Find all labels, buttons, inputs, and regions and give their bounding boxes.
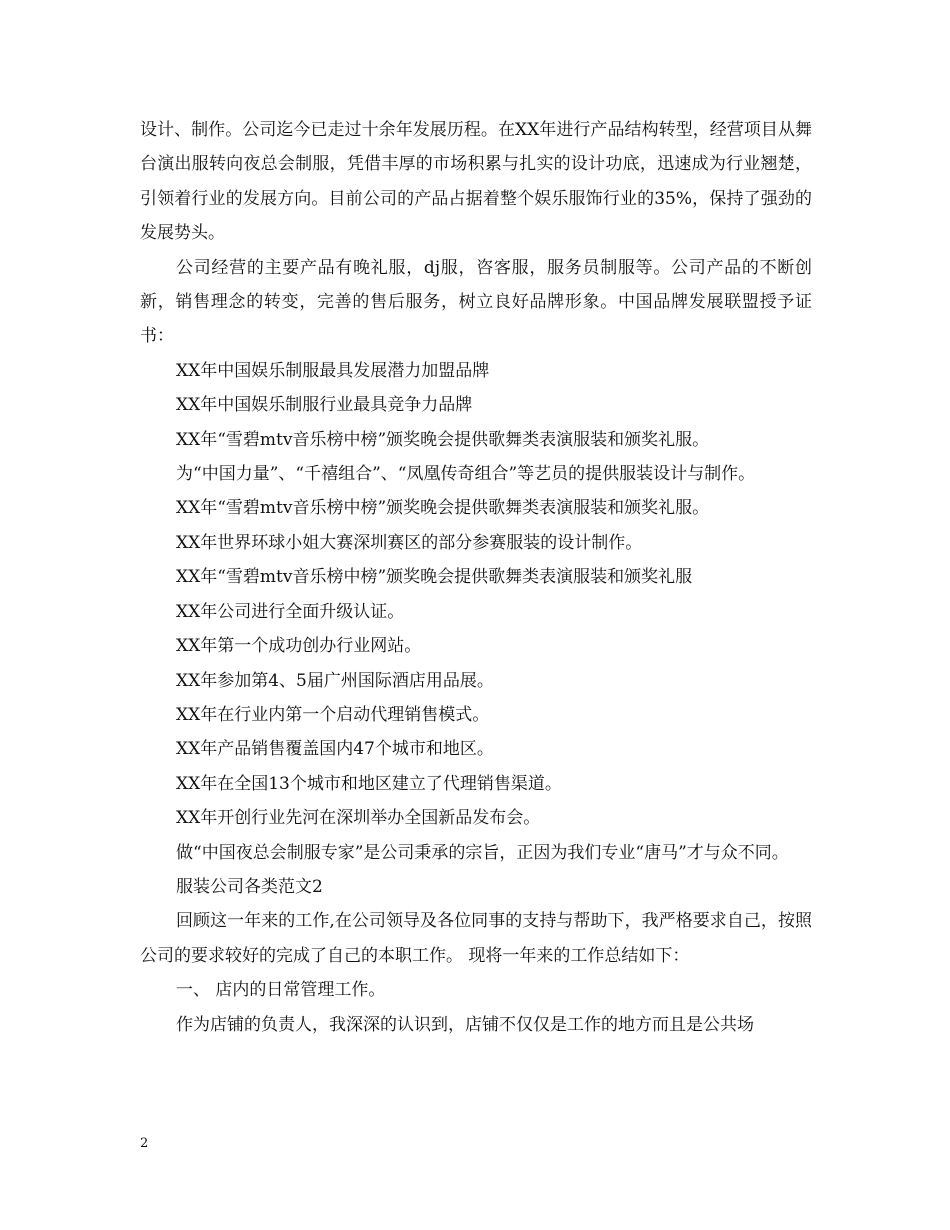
paragraph-10: XX年公司进行全面升级认证。 (176, 601, 405, 622)
paragraph-14: XX年产品销售覆盖国内47个城市和地区。 (176, 739, 494, 760)
subsection-heading: 一、 店内的日常管理工作。 (176, 980, 386, 1001)
paragraph-2: 公司经营的主要产品有晚礼服，dj服，咨客服，服务员制服等。公司产品的不断创新，销售理念的转变，完善的售后服务，树立良好品牌形象。中国品牌发展联盟授予证书： (140, 257, 812, 347)
paragraph-5: XX年“雪碧mtv音乐榜中榜”颁奖晚会提供歌舞类表演服装和颁奖礼服。 (176, 429, 710, 450)
paragraph-21: 作为店铺的负责人，我深深的认识到，店铺不仅仅是工作的地方而且是公共场 (176, 1014, 754, 1035)
paragraph-6: 为“中国力量”、“千禧组合”、“凤凰传奇组合”等艺员的提供服装设计与制作。 (176, 464, 756, 485)
paragraph-9: XX年“雪碧mtv音乐榜中榜”颁奖晚会提供歌舞类表演服装和颁奖礼服 (176, 567, 693, 588)
paragraph-15: XX年在全国13个城市和地区建立了代理销售渠道。 (176, 773, 562, 794)
paragraph-19: 回顾这一年来的工作,在公司领导及各位同事的支持与帮助下，我严格要求自己，按照公司的要求较好的完成了自己的本职工作。 现将一年来的工作总结如下： (140, 911, 812, 966)
paragraph-12: XX年参加第4、5届广州国际酒店用品展。 (176, 670, 494, 691)
paragraph-8: XX年世界环球小姐大赛深圳赛区的部分参赛服装的设计制作。 (176, 532, 643, 553)
paragraph-16: XX年开创行业先河在深圳举办全国新品发布会。 (176, 808, 541, 829)
paragraph-17: 做“中国夜总会制服专家”是公司秉承的宗旨，正因为我们专业“唐马”才与众不同。 (176, 842, 789, 863)
paragraph-4: XX年中国娱乐制服行业最具竞争力品牌 (176, 395, 473, 416)
paragraph-3: XX年中国娱乐制服最具发展潜力加盟品牌 (176, 360, 490, 381)
paragraph-7: XX年“雪碧mtv音乐榜中榜”颁奖晚会提供歌舞类表演服装和颁奖礼服。 (176, 498, 710, 519)
document-body (140, 113, 812, 1042)
paragraph-11: XX年第一个成功创办行业网站。 (176, 636, 422, 657)
page-number: 2 (140, 1136, 149, 1151)
section-heading: 服装公司各类范文2 (176, 876, 323, 897)
paragraph-1: 设计、制作。公司迄今已走过十余年发展历程。在XX年进行产品结构转型，经营项目从舞台演出服转向夜总会制服，凭借丰厚的市场积累与扎实的设计功底，迅速成为行业翘楚，引领着行业的发展方向。目前公司的产品占据着整个娱乐服饰行业的35%，保持了强劲的发展势头。 (140, 120, 812, 244)
paragraph-13: XX年在行业内第一个启动代理销售模式。 (176, 704, 490, 725)
